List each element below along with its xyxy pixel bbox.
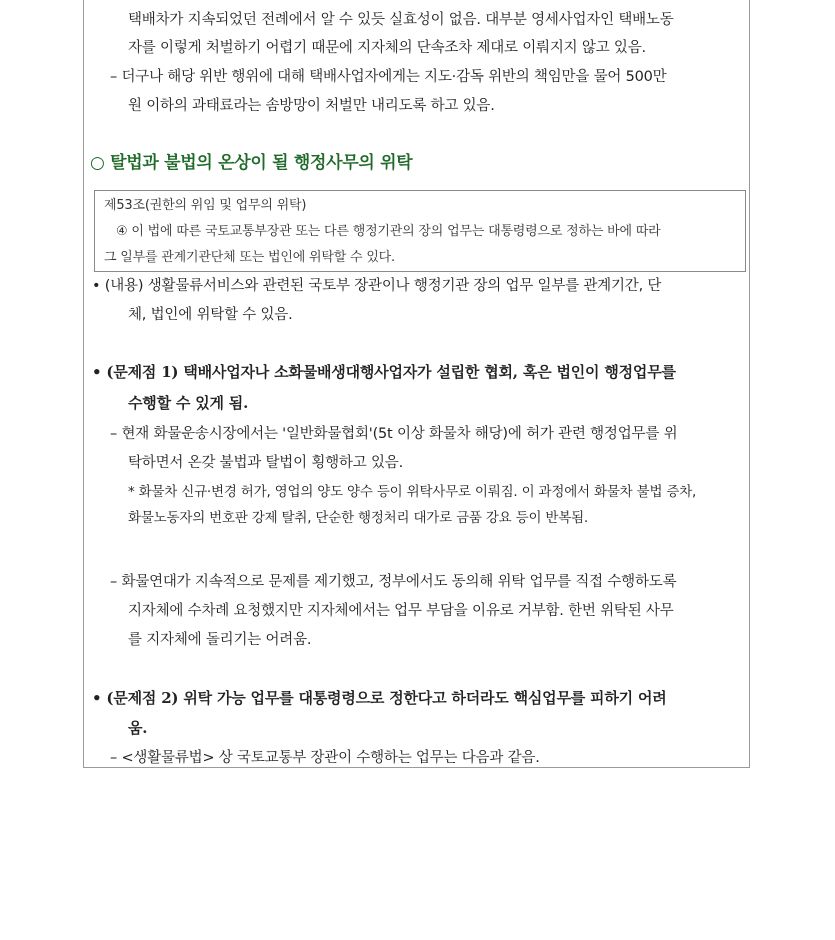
note-line: 화물노동자의 번호판 강제 탈취, 단순한 행정처리 대가로 금품 강요 등이 반복됨. bbox=[128, 510, 589, 526]
note-line: * 화물차 신규·변경 허가, 영업의 양도 양수 등이 위탁사무로 이뤄짐. 이 과정에서 화물차 불법 증차, bbox=[128, 484, 697, 500]
dash-item-line: – 현재 화물운송시장에서는 '일반화물협회'(5t 이상 화물차 해당)에 허가 관련 행정업무를 위 bbox=[110, 426, 678, 442]
dash-item-line: 탁하면서 온갖 불법과 탈법이 횡행하고 있음. bbox=[128, 455, 403, 471]
bullet-item-line: • (문제점 2) 위탁 가능 업무를 대통령령으로 정한다고 하더라도 핵심업무를 피하기 어려 bbox=[92, 689, 667, 707]
bullet-item-line: • (내용) 생활물류서비스와 관련된 국토부 장관이나 행정기관 장의 업무 일부를 관계기간, 단 bbox=[92, 278, 662, 294]
dash-item-line: 지자체에 수차례 요청했지만 지자체에서는 업무 부담을 이유로 거부함. 한번 위탁된 사무 bbox=[128, 603, 674, 619]
bullet-item-line: 수행할 수 있게 됨. bbox=[128, 394, 249, 412]
law-title: 제53조(권한의 위임 및 업무의 위탁) bbox=[104, 198, 307, 213]
dash-item-line: – <생활물류법> 상 국토교통부 장관이 수행하는 업무는 다음과 같음. bbox=[110, 750, 540, 766]
bullet-item-line: 움. bbox=[128, 719, 148, 737]
dash-item-line: 를 지자체에 돌리기는 어려움. bbox=[128, 632, 312, 648]
section-heading: ○ 탈법과 불법의 온상이 될 행정사무의 위탁 bbox=[90, 153, 413, 173]
bullet-item-line: • (문제점 1) 택배사업자나 소화물배생대행사업자가 설립한 협회, 혹은 법인이 행정업무를 bbox=[92, 363, 676, 381]
law-text-line: ④ 이 법에 따른 국토교통부장관 또는 다른 행정기관의 장의 업무는 대통령령으로 정하는 바에 따라 bbox=[116, 224, 661, 239]
dash-item-line: – 화물연대가 지속적으로 문제를 제기했고, 정부에서도 동의해 위탁 업무를 직접 수행하도록 bbox=[110, 574, 677, 590]
law-text-line: 그 일부를 관계기관단체 또는 법인에 위탁할 수 있다. bbox=[104, 250, 395, 265]
dash-item-line: 원 이하의 과태료라는 솜방망이 처벌만 내리도록 하고 있음. bbox=[128, 98, 495, 114]
dash-item-line: – 더구나 해당 위반 행위에 대해 택배사업자에게는 지도·감독 위반의 책임만을 물어 500만 bbox=[110, 69, 667, 85]
bullet-item-line: 체, 법인에 위탁할 수 있음. bbox=[128, 307, 293, 323]
paragraph-line: 택배차가 지속되었던 전례에서 알 수 있듯 실효성이 없음. 대부분 영세사업자인 택배노동 bbox=[128, 12, 674, 28]
paragraph-line: 자를 이렇게 처벌하기 어렵기 때문에 지자체의 단속조차 제대로 이뤄지지 않고 있음. bbox=[128, 40, 646, 56]
